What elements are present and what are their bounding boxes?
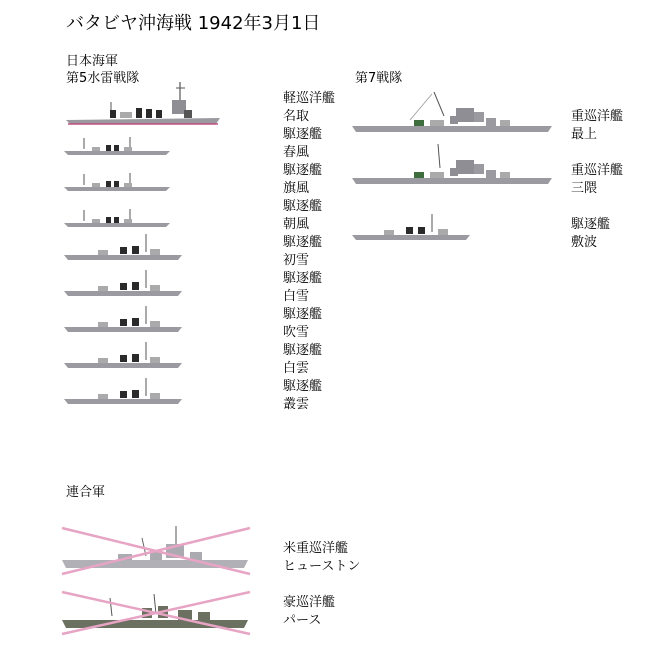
ship-type-label: 豪巡洋艦 xyxy=(283,595,336,610)
ship-type-label: 駆逐艦 xyxy=(283,199,323,214)
japan-header: 日本海軍 xyxy=(66,54,119,69)
ship-hatakaze-silhouette xyxy=(62,169,172,193)
ship-type-label: 駆逐艦 xyxy=(283,271,323,286)
ship-type-label: 駆逐艦 xyxy=(571,217,611,232)
squadron5-label: 第5水雷戦隊 xyxy=(66,71,140,86)
ship-name-label: ヒューストン xyxy=(283,559,361,574)
ship-name-label: 敷波 xyxy=(571,235,598,250)
ship-mikuma-silhouette xyxy=(350,142,556,190)
ship-murakumo-silhouette xyxy=(62,376,186,406)
ship-perth-silhouette xyxy=(58,588,254,636)
ship-hatsuyuki-silhouette xyxy=(62,232,186,262)
ship-name-label: 初雪 xyxy=(283,253,310,268)
ship-fubuki-silhouette xyxy=(62,304,186,334)
ship-name-label: 白雪 xyxy=(283,289,310,304)
ship-name-label: 名取 xyxy=(283,109,310,124)
ship-type-label: 駆逐艦 xyxy=(283,379,323,394)
ship-mogami-silhouette xyxy=(350,90,556,138)
ship-name-label: 旗風 xyxy=(283,181,310,196)
ship-type-label: 駆逐艦 xyxy=(283,307,323,322)
ship-shirayuki-silhouette xyxy=(62,268,186,298)
ship-type-label: 駆逐艦 xyxy=(283,163,323,178)
ship-name-label: 三隈 xyxy=(571,181,598,196)
ship-type-label: 軽巡洋艦 xyxy=(283,91,336,106)
page-title: バタビヤ沖海戦 1942年3月1日 xyxy=(66,13,321,34)
allies-header: 連合軍 xyxy=(66,485,106,500)
ship-name-label: パース xyxy=(283,613,322,628)
ship-name-label: 朝風 xyxy=(283,217,310,232)
ship-name-label: 吹雪 xyxy=(283,325,310,340)
ship-type-label: 駆逐艦 xyxy=(283,235,323,250)
ship-name-label: 春風 xyxy=(283,145,310,160)
ship-type-label: 重巡洋艦 xyxy=(571,109,624,124)
ship-type-label: 駆逐艦 xyxy=(283,343,323,358)
ship-natori-silhouette xyxy=(64,80,224,130)
ship-type-label: 米重巡洋艦 xyxy=(283,541,349,556)
ship-asakaze-silhouette xyxy=(62,205,172,229)
ship-houston-silhouette xyxy=(58,524,254,576)
ship-shikinami-silhouette xyxy=(350,212,474,244)
ship-type-label: 重巡洋艦 xyxy=(571,163,624,178)
ship-name-label: 叢雲 xyxy=(283,397,310,412)
ship-shirakumo-silhouette xyxy=(62,340,186,370)
ship-type-label: 駆逐艦 xyxy=(283,127,323,142)
ship-name-label: 白雲 xyxy=(283,361,310,376)
ship-harukaze-silhouette xyxy=(62,133,172,157)
ship-name-label: 最上 xyxy=(571,127,598,142)
squadron7-label: 第7戦隊 xyxy=(355,71,403,86)
